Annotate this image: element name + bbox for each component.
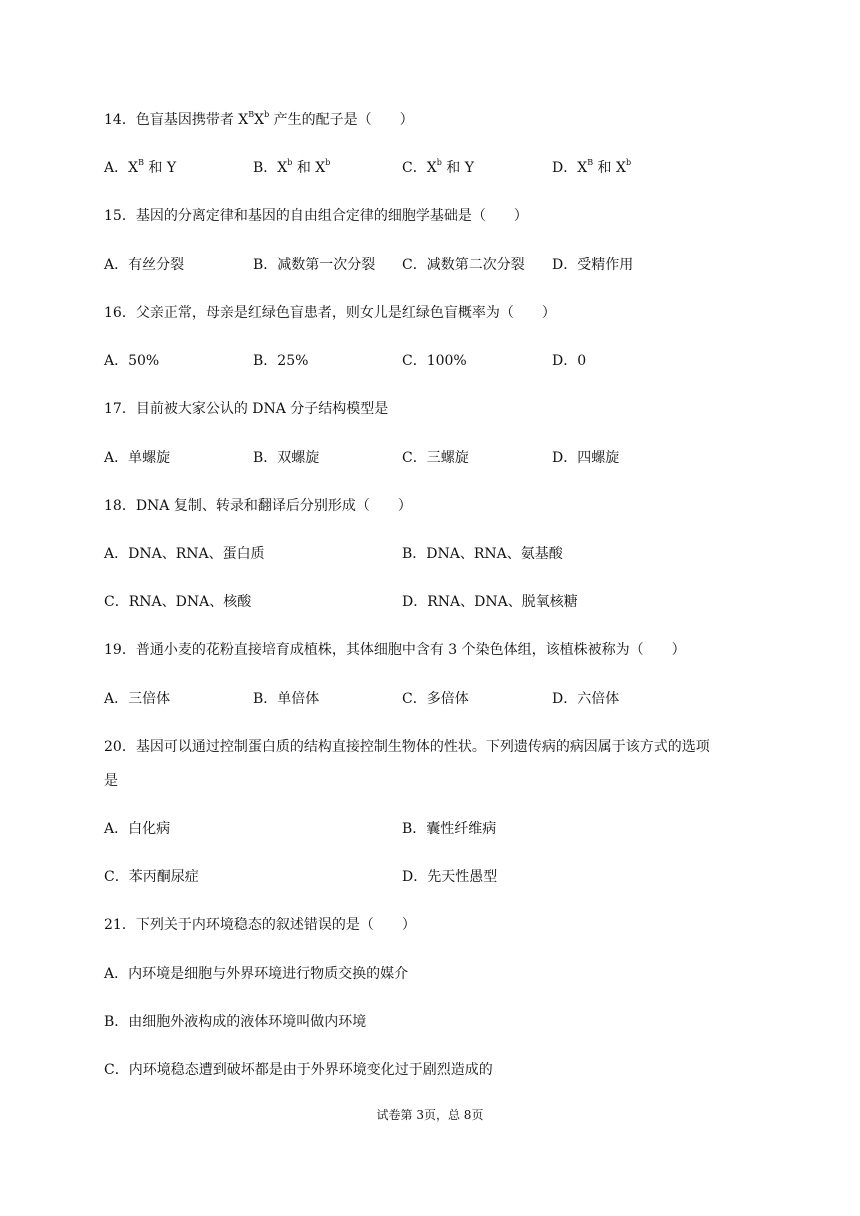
q15-option-c: C．减数第二次分裂 bbox=[402, 257, 525, 273]
q18-option-a: A．DNA、RNA、蛋白质 bbox=[104, 546, 265, 562]
q18-option-c: C．RNA、DNA、核酸 bbox=[104, 594, 252, 610]
q19-option-b: B．单倍体 bbox=[253, 691, 320, 707]
question-17-stem: 17．目前被大家公认的 DNA 分子结构模型是 bbox=[104, 401, 389, 417]
q15-option-d: D．受精作用 bbox=[552, 257, 634, 273]
question-21-stem: 21．下列关于内环境稳态的叙述错误的是（ ） bbox=[104, 917, 416, 933]
q16-option-c: C．100% bbox=[402, 353, 467, 369]
q21-option-c: C．内环境稳态遭到破坏都是由于外界环境变化过于剧烈造成的 bbox=[104, 1062, 493, 1078]
question-16-stem: 16．父亲正常，母亲是红绿色盲患者，则女儿是红绿色盲概率为（ ） bbox=[104, 305, 556, 321]
q19-option-d: D．六倍体 bbox=[552, 691, 620, 707]
question-18-stem: 18．DNA 复制、转录和翻译后分别形成（ ） bbox=[104, 498, 412, 514]
q17-option-b: B．双螺旋 bbox=[253, 450, 320, 466]
q14-option-c: C．$X^b$ 和 Y bbox=[402, 158, 474, 176]
q18-option-d: D．RNA、DNA、脱氧核糖 bbox=[402, 594, 578, 610]
q15-option-b: B．减数第一次分裂 bbox=[253, 257, 376, 273]
question-19-stem: 19．普通小麦的花粉直接培育成植株，其体细胞中含有 3 个染色体组，该植株被称为（ ） bbox=[104, 642, 686, 658]
question-15-stem: 15．基因的分离定律和基因的自由组合定律的细胞学基础是（ ） bbox=[104, 208, 528, 224]
q16-option-a: A．50% bbox=[104, 353, 160, 369]
q18-option-b: B．DNA、RNA、氨基酸 bbox=[402, 546, 563, 562]
q20-option-d: D．先天性愚型 bbox=[402, 869, 498, 885]
q19-option-c: C．多倍体 bbox=[402, 691, 469, 707]
q16-option-d: D．0 bbox=[552, 353, 587, 369]
q14-option-a: A．$X^B$ 和 Y bbox=[104, 158, 177, 176]
q17-option-c: C．三螺旋 bbox=[402, 450, 469, 466]
q20-option-a: A．白化病 bbox=[104, 821, 171, 837]
q16-option-b: B．25% bbox=[253, 353, 309, 369]
q20-option-c: C．苯丙酮尿症 bbox=[104, 869, 199, 885]
question-20-stem-line2: 是 bbox=[104, 773, 118, 789]
q17-option-d: D．四螺旋 bbox=[552, 450, 620, 466]
page-footer: 试卷第 3页，总 8页 bbox=[376, 1108, 484, 1122]
q15-option-a: A．有丝分裂 bbox=[104, 257, 185, 273]
q20-option-b: B．囊性纤维病 bbox=[402, 821, 497, 837]
q19-option-a: A．三倍体 bbox=[104, 691, 171, 707]
q14-option-b: B．$X^b$ 和 $X^b$ bbox=[253, 158, 331, 176]
q14-option-d: D．$X^B$ 和 $X^b$ bbox=[552, 158, 632, 176]
q21-option-a: A．内环境是细胞与外界环境进行物质交换的媒介 bbox=[104, 966, 409, 982]
q17-option-a: A．单螺旋 bbox=[104, 450, 171, 466]
question-14-stem: 14．色盲基因携带者 $X^BX^b$ 产生的配子是（ ） bbox=[104, 110, 414, 128]
q21-option-b: B．由细胞外液构成的液体环境叫做内环境 bbox=[104, 1014, 367, 1030]
question-20-stem-line1: 20．基因可以通过控制蛋白质的结构直接控制生物体的性状。下列遗传病的病因属于该方式的选项 bbox=[104, 739, 710, 755]
